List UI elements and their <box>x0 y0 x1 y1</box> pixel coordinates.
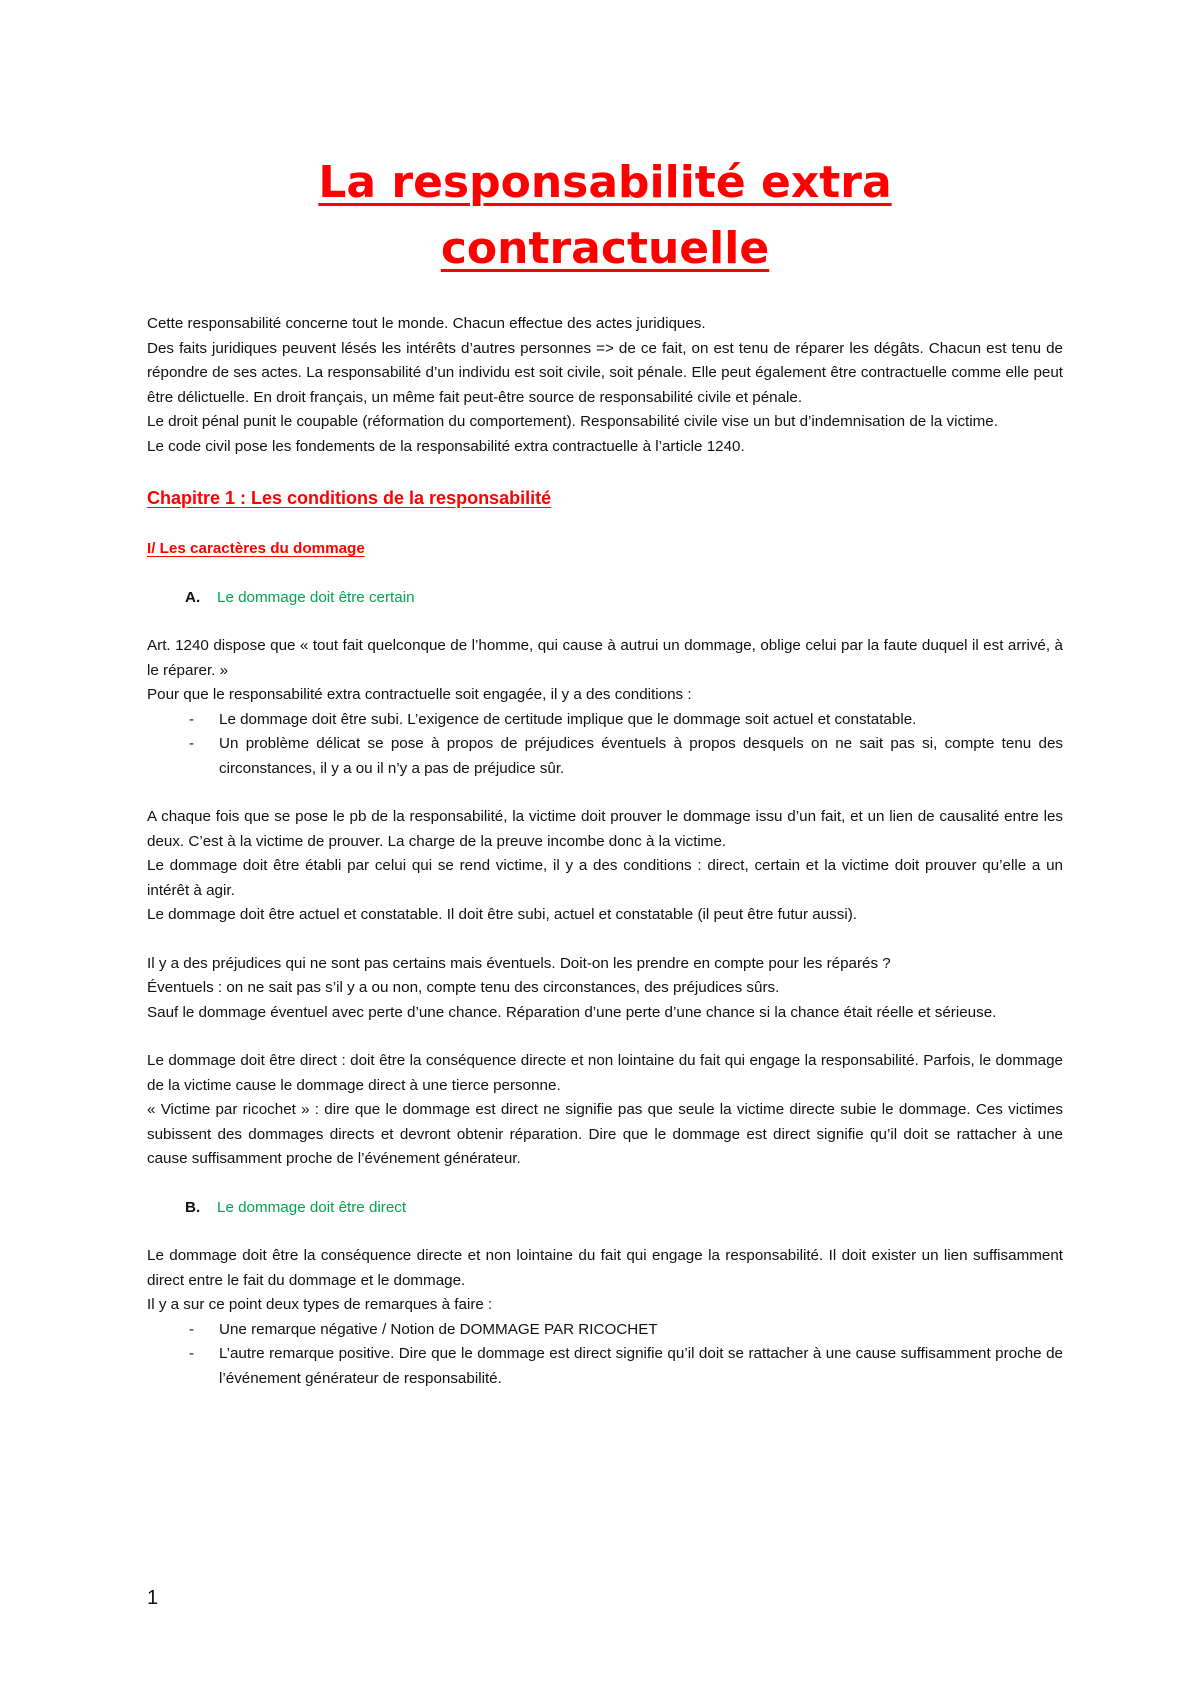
bullet-text: L’autre remarque positive. Dire que le dommage est direct signifie qu’il doit se rattacher à une cause suffisamment proche de l’événement générateur de responsabilité. <box>219 1345 1063 1387</box>
page-number: 1 <box>147 1587 159 1609</box>
subsection-a-paragraph-1: Art. 1240 dispose que « tout fait quelconque de l’homme, qui cause à autrui un dommage, oblige celui par la faute duquel il est arrivé, à le réparer. » <box>147 637 1063 679</box>
subsection-a-block2-paragraph-2: Éventuels : on ne sait pas s’il y a ou non, compte tenu des circonstances, des préjudices sûrs. <box>147 979 780 996</box>
subsection-title-a: Le dommage doit être certain <box>217 588 415 606</box>
section-heading: I/ Les caractères du dommage <box>147 540 365 557</box>
subsection-a-paragraph-2: Pour que le responsabilité extra contractuelle soit engagée, il y a des conditions : <box>147 686 692 703</box>
subsection-a-bullet-list <box>147 708 1063 782</box>
bullet-text: Un problème délicat se pose à propos de préjudices éventuels à propos desquels on ne sait pas si, compte tenu des circonstances, il y a ou il n’y a pas de préjudice sûr. <box>219 735 1063 777</box>
bullet-marker: - <box>189 1345 195 1362</box>
bullet-marker: - <box>189 1320 195 1338</box>
intro-paragraph-1: Cette responsabilité concerne tout le monde. Chacun effectue des actes juridiques. <box>147 315 706 332</box>
intro-paragraph-2: Des faits juridiques peuvent lésés les intérêts d’autres personnes => de ce fait, on est tenu de réparer les dégâts. Chacun est tenu de répondre de ses actes. La responsabilité d’un individu est soit civile, soit pénale. Elle peut également être contractuelle comme elle peut être délictuelle. En droit français, un même fait peut-être source de responsabilité civile et pénale. <box>147 339 1063 406</box>
subsection-a-block1-paragraph-3: Le dommage doit être actuel et constatable. Il doit être subi, actuel et constatable (il peut être futur aussi). <box>147 906 857 923</box>
document-title-line-2: contractuelle <box>440 223 770 274</box>
subsection-a-block2-paragraph-3: Sauf le dommage éventuel avec perte d’une chance. Réparation d’une perte d’une chance si la chance était réelle et sérieuse. <box>147 1003 997 1021</box>
bullet-marker: - <box>189 710 195 728</box>
list-item <box>147 1342 1063 1391</box>
list-item <box>147 1318 1063 1343</box>
subsection-b-paragraph-1: Le dommage doit être la conséquence directe et non lointaine du fait qui engage la responsabilité. Il doit exister un lien suffisamment direct entre le fait du dommage et le dommage. <box>147 1247 1063 1289</box>
subsection-a-block1-paragraph-2: Le dommage doit être établi par celui qui se rend victime, il y a des conditions : direct, certain et la victime doit prouver qu’elle a un intérêt à agir. <box>147 857 1063 899</box>
subsection-heading-a <box>147 586 1063 611</box>
subsection-letter-b: B. <box>185 1198 201 1216</box>
subsection-a-block1-paragraph-1: A chaque fois que se pose le pb de la responsabilité, la victime doit prouver le dommage issu d’un fait, et un lien de causalité entre les deux. C’est à la victime de prouver. La charge de la preuve incombe donc à la victime. <box>147 808 1063 850</box>
subsection-a-block2-paragraph-1: Il y a des préjudices qui ne sont pas certains mais éventuels. Doit-on les prendre en compte pour les réparés ? <box>147 954 891 972</box>
subsection-a-block3-paragraph-1: Le dommage doit être direct : doit être la conséquence directe et non lointaine du fait qui engage la responsabilité. Parfois, le dommage de la victime cause le dommage direct à une tierce personne. <box>147 1052 1063 1094</box>
list-item <box>147 708 1063 733</box>
chapter-heading: Chapitre 1 : Les conditions de la responsabilité <box>147 488 552 508</box>
subsection-b-bullet-list <box>147 1318 1063 1392</box>
subsection-a-block3-paragraph-2: « Victime par ricochet » : dire que le dommage est direct ne signifie pas que seule la victime directe subie le dommage. Ces victimes subissent des dommages directs et devront obtenir réparation. Dire que le dommage est direct signifie qu’il doit se rattacher à une cause suffisamment proche de l’événement générateur. <box>147 1101 1063 1167</box>
subsection-title-b: Le dommage doit être direct <box>217 1198 407 1216</box>
document-body <box>147 150 1063 1391</box>
subsection-letter-a: A. <box>185 588 201 606</box>
bullet-text: Le dommage doit être subi. L’exigence de certitude implique que le dommage soit actuel et constatable. <box>219 710 917 728</box>
document-title-line-1: La responsabilité extra <box>318 157 892 208</box>
bullet-text: Une remarque négative / Notion de DOMMAGE PAR RICOCHET <box>219 1320 658 1338</box>
bullet-marker: - <box>189 735 195 752</box>
intro-paragraph-3: Le droit pénal punit le coupable (réformation du comportement). Responsabilité civile vise un but d’indemnisation de la victime. <box>147 413 998 430</box>
list-item <box>147 732 1063 781</box>
document-title <box>147 150 1063 282</box>
intro-paragraph-4: Le code civil pose les fondements de la responsabilité extra contractuelle à l’article 1240. <box>147 437 745 455</box>
subsection-b-paragraph-2: Il y a sur ce point deux types de remarques à faire : <box>147 1296 493 1313</box>
subsection-heading-b <box>147 1196 1063 1221</box>
